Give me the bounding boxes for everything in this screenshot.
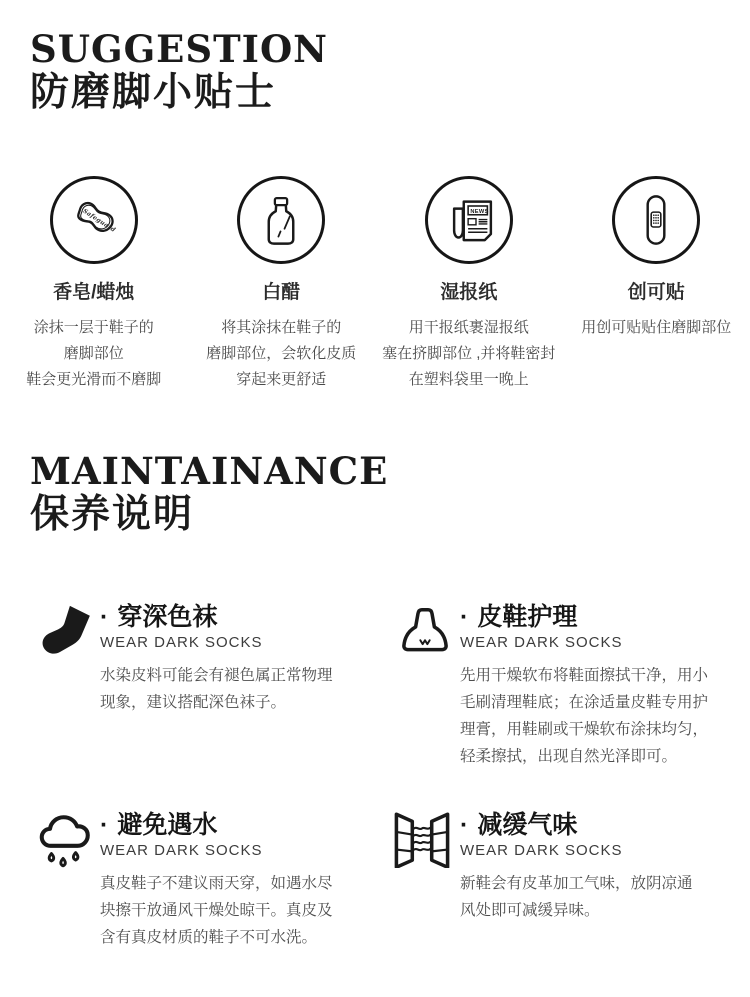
bandaid-icon [628,192,684,248]
care-content [460,598,730,770]
care-title [100,810,370,840]
tip-bandaid [563,176,750,393]
tip-circle [425,176,513,264]
tip-description [26,315,161,393]
tip-description-line: 磨脚部位 [63,345,124,362]
vinegar-bottle-icon [253,192,309,248]
tip-description [382,315,555,393]
bullet: · [460,603,469,631]
care-subtitle: WEAR DARK SOCKS [100,634,263,651]
care-body: 水染皮料可能会有褪色属正常物理现象，建议搭配深色袜子。 [100,667,333,711]
tip-label: 创可贴 [627,282,685,303]
care-title [460,810,730,840]
care-body: 新鞋会有皮革加工气味，放阴凉通风处即可减缓异味。 [460,875,693,919]
care-item-leather-care [400,598,730,770]
tip-description-line: 涂抹一层于鞋子的 [33,319,154,336]
tip-description-line: 鞋会更光滑而不磨脚 [26,371,162,388]
soap-icon [66,192,122,248]
tip-description-line: 将其涂抹在鞋子的 [221,319,342,336]
care-content [460,806,730,924]
bullet: · [100,603,109,631]
care-item-avoid-water [40,806,370,951]
suggestion-heading [30,27,328,115]
tip-circle [50,176,138,264]
tip-description-line: 用创可贴贴住磨脚部位 [581,319,732,336]
tip-circle [237,176,325,264]
tip-description [206,315,356,393]
newspaper-icon [441,192,497,248]
care-title-text: 穿深色袜 [117,603,218,631]
bullet: · [100,811,109,839]
tip-description-line: 磨脚部位，会软化皮质 [206,345,357,362]
bullet: · [460,811,469,839]
care-title-text: 减缓气味 [477,811,578,839]
care-item-reduce-odor [400,806,730,924]
maintenance-heading-zh: 保养说明 [30,492,195,536]
newspaper-header-text: NEWS [470,209,489,215]
soap-brand-text: Safeguard [81,207,117,234]
care-subtitle: WEAR DARK SOCKS [460,634,623,651]
tip-description [581,315,731,341]
tip-wet-newspaper [375,176,563,393]
suggestion-heading-zh: 防磨脚小贴士 [30,70,277,114]
care-content [100,806,370,951]
shoe-brush-icon [400,602,450,666]
tip-description-line: 塞在挤脚部位 ,并将鞋密封 [382,345,556,362]
care-title-text: 皮鞋护理 [477,603,578,631]
care-title [460,602,730,632]
care-body: 先用干燥软布将鞋面擦拭干净，用小毛刷清理鞋底；在涂适量皮鞋专用护理膏，用鞋刷或干燥软布涂抹均匀，轻柔擦拭，出现自然光泽即可。 [460,667,709,765]
tip-description-line: 用干报纸裹湿报纸 [408,319,529,336]
tips-row [0,176,750,393]
open-window-icon [392,810,452,868]
tip-soap-candle [0,176,188,393]
care-item-dark-socks [40,598,370,716]
tip-label: 白醋 [262,282,301,303]
tip-description-line: 在塑料袋里一晚上 [408,371,529,388]
maintenance-heading [30,449,389,537]
tip-white-vinegar [188,176,376,393]
care-subtitle: WEAR DARK SOCKS [460,842,623,859]
tip-label: 香皂/蜡烛 [53,282,135,303]
tip-description-line: 穿起来更舒适 [236,371,327,388]
maintenance-heading-en: MAINTAINANCE [30,449,389,493]
care-subtitle: WEAR DARK SOCKS [100,842,263,859]
suggestion-heading-en: SUGGESTION [30,27,328,71]
tip-label: 湿报纸 [440,282,498,303]
care-title-text: 避免遇水 [117,811,218,839]
rain-cloud-icon [34,810,96,872]
care-title [100,602,370,632]
care-content [100,598,370,716]
sock-icon [40,602,98,664]
care-body: 真皮鞋子不建议雨天穿，如遇水尽块擦干放通风干燥处晾干。真皮及含有真皮材质的鞋子不可水洗。 [100,875,333,946]
tip-circle [612,176,700,264]
